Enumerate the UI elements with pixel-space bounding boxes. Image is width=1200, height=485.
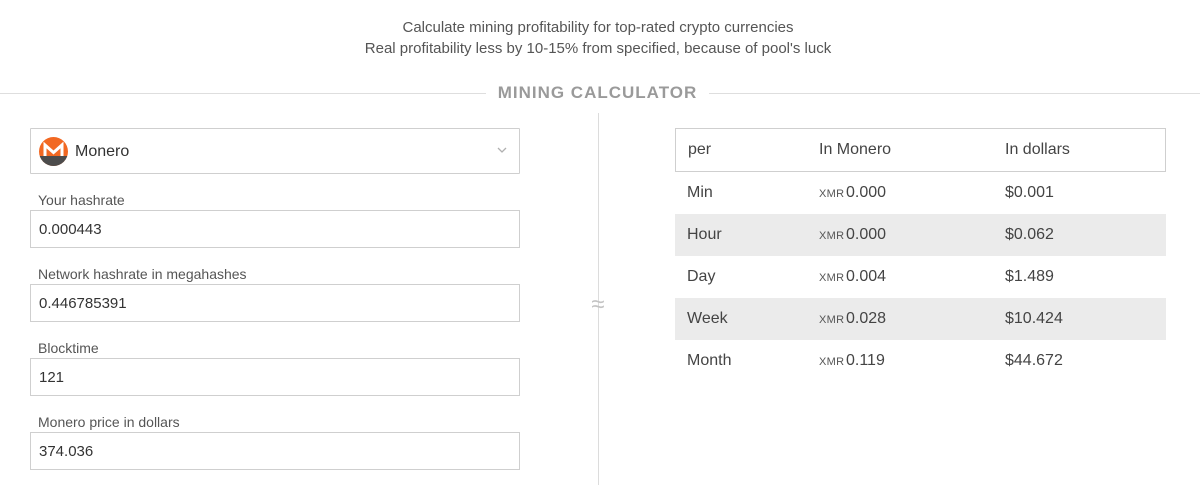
header-in-dollars: In dollars [1005, 141, 1070, 158]
table-row [675, 298, 1166, 340]
row-usd-value: $1.489 [1005, 268, 1054, 285]
monero-logo-icon [39, 137, 68, 166]
results-table [675, 128, 1166, 382]
row-period: Day [687, 268, 716, 285]
row-usd-value: $10.424 [1005, 310, 1063, 327]
row-period: Week [687, 310, 728, 327]
row-unit: XMR [819, 314, 845, 326]
table-row [675, 214, 1166, 256]
hashrate-label: Your hashrate [38, 192, 125, 208]
row-period: Min [687, 184, 713, 201]
row-usd-value: $0.062 [1005, 226, 1054, 243]
row-coin-value: 0.004 [846, 268, 887, 285]
price-label: Monero price in dollars [38, 414, 180, 430]
coin-select-value: Monero [75, 143, 130, 160]
network-hashrate-input[interactable] [30, 284, 520, 322]
row-period: Hour [687, 226, 722, 243]
network-hashrate-label: Network hashrate in megahashes [38, 266, 247, 282]
blocktime-label: Blocktime [38, 340, 99, 356]
table-row [675, 340, 1166, 382]
row-usd-value: $44.672 [1005, 352, 1063, 369]
hashrate-input[interactable] [30, 210, 520, 248]
row-coin-value: 0.028 [846, 310, 887, 327]
blocktime-input[interactable] [30, 358, 520, 396]
row-unit: XMR [819, 272, 845, 284]
row-unit: XMR [819, 230, 845, 242]
header-per: per [688, 141, 712, 158]
row-unit: XMR [819, 356, 845, 368]
divider-right [709, 93, 1200, 94]
approx-icon: ≈ [591, 291, 605, 318]
table-row [675, 256, 1166, 298]
intro-line-2: Real profitability less by 10-15% from specified, because of pool's luck [364, 40, 832, 57]
section-header [0, 82, 1200, 104]
row-unit: XMR [819, 188, 845, 200]
row-usd-value: $0.001 [1005, 184, 1054, 201]
intro-text [0, 17, 1196, 59]
section-title: MINING CALCULATOR [497, 83, 698, 102]
chevron-down-icon [495, 143, 509, 157]
row-period: Month [687, 352, 732, 369]
table-row [675, 172, 1166, 214]
coin-select[interactable] [30, 128, 520, 174]
row-coin-value: 0.000 [846, 226, 887, 243]
divider-left [0, 93, 486, 94]
header-in-coin: In Monero [819, 141, 892, 158]
row-coin-value: 0.000 [846, 184, 887, 201]
price-input[interactable] [30, 432, 520, 470]
intro-line-1: Calculate mining profitability for top-rated crypto currencies [402, 19, 794, 36]
row-coin-value: 0.119 [846, 352, 885, 369]
results-header [675, 128, 1166, 172]
